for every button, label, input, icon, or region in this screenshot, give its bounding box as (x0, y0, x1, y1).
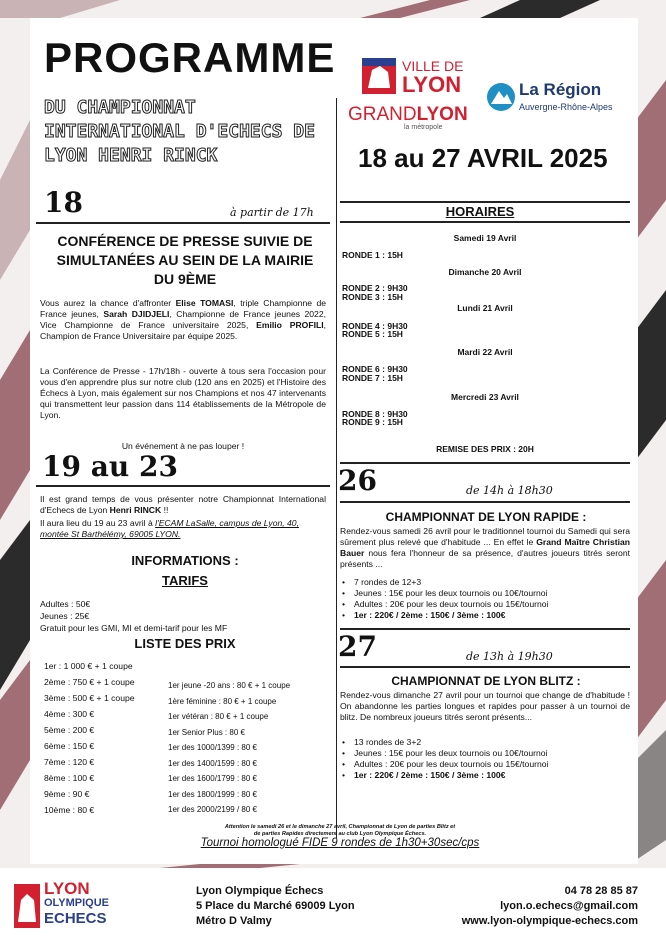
tarifs-list (40, 598, 326, 634)
page-title: PROGRAMME (44, 34, 336, 81)
day27-top-divider (340, 628, 630, 630)
ronde: RONDE 9 : 15H (342, 417, 403, 427)
prix-special-item: 1er Senior Plus : 80 € (168, 727, 245, 737)
prix-list-right (168, 678, 334, 818)
prix-special-item: 1er des 2000/2199 / 80 € (168, 805, 257, 814)
tarif-item: Jeunes : 25€ (40, 611, 90, 621)
horaires-divider (340, 221, 630, 223)
club-contact (430, 884, 638, 929)
day26-top-divider (340, 462, 630, 464)
ronde: RONDE 8 : 9H30 (342, 409, 408, 419)
ronde: RONDE 6 : 9H30 (342, 364, 408, 374)
horaires-day: Samedi 19 Avril (453, 233, 517, 243)
horaires-day: Dimanche 20 Avril (448, 267, 522, 277)
club-metro: Métro D Valmy (196, 915, 272, 927)
day18-heading: CONFÉRENCE DE PRESSE SUIVIE DE SIMULTANÉES AU SEIN DE LA MAIRIE DU 9ÈME (56, 233, 314, 287)
day27-text: Rendez-vous dimanche 27 avril pour un tournoi que change de d'habitude ! On abandonne les parties longues et rapides pour passer à un tournoi de blitz. De nombreux joueurs titrés seront présents... (340, 690, 630, 722)
ronde: RONDE 4 : 9H30 (342, 321, 408, 331)
grandlyon-logo (348, 104, 478, 146)
tarifs-heading: TARIFS (162, 573, 208, 588)
prix-special-item: 1er jeune -20 ans : 80 € + 1 coupe (168, 681, 291, 690)
prix-item: 7ème : 120 € (44, 757, 95, 767)
logo-gl-grand: GRAND (348, 104, 417, 125)
club-address: 5 Place du Marché 69009 Lyon (196, 900, 355, 912)
horaires-day: Mercredi 23 Avril (451, 392, 519, 402)
day26-number: 26 (338, 464, 377, 497)
club-email[interactable]: lyon.o.echecs@gmail.com (500, 900, 638, 912)
day19-divider (36, 485, 330, 487)
page-subtitle: DU CHAMPIONNAT INTERNATIONAL D'ECHECS DE LYON HENRI RINCK (44, 97, 315, 166)
day27-bullet: • 13 rondes de 3+2 (340, 737, 630, 748)
programme-page (30, 18, 638, 864)
day27-number: 27 (338, 630, 377, 663)
day26-time: de 14h à 18h30 (466, 484, 553, 497)
day27-bullet: • Jeunes : 15€ pour les deux tournois ou 10€/tournoi (340, 748, 630, 759)
day26-bullet: • 7 rondes de 12+3 (340, 577, 630, 588)
prix-special-item: 1ère féminine : 80 € + 1 coupe (168, 696, 277, 706)
prix-special-item: 1er des 1400/1599 : 80 € (168, 758, 257, 768)
region-mountain-icon (486, 82, 516, 112)
day18-conference: La Conférence de Presse - 17h/18h - ouverte à tous sera l'occasion pour vous d'en apprendre plus sur notre club (120 ans en 2025) et l'Histoire des Échecs à Lyon, mais également sur nos Champions et nos 47 intervenants qui transmettent leur passion dans 114 établissements de la Métropole de Lyon. (40, 366, 326, 420)
day27-heading: CHAMPIONNAT DE LYON BLITZ : (391, 674, 581, 688)
logo-ville-line2: LYON (402, 72, 462, 97)
logo-region-line2: Auvergne-Rhône-Alpes (519, 102, 613, 112)
prix-item: 5ème : 200 € (44, 725, 95, 735)
prix-special-item: 1er vétéran : 80 € + 1 coupe (168, 712, 269, 721)
day26-text: Rendez-vous samedi 26 avril pour le traditionnel tournoi du Samedi qui sera sûrement plus relevé que d'habitude ... En effet le Grand Maître Christian Bauer nous fera l'honneur de sa présence, d'autres joueurs titrés seront présents ... (340, 526, 631, 569)
day19-number: 19 au 23 (42, 450, 178, 483)
horaires-day: Mardi 22 Avril (457, 347, 513, 357)
prix-item: 10ème : 80 € (44, 805, 95, 815)
event-dates: 18 au 27 AVRIL 2025 (358, 143, 608, 173)
prix-item: 8ème : 100 € (44, 773, 95, 783)
day26-divider (340, 501, 630, 503)
day27-divider (340, 666, 630, 668)
day18-number: 18 (44, 186, 83, 219)
ville-de-lyon-logo (360, 56, 490, 100)
day26-heading: CHAMPIONNAT DE LYON RAPIDE : (385, 510, 587, 524)
club-logo-line3: ECHECS (44, 910, 107, 927)
prix-special-item: 1er des 1800/1999 : 80 € (168, 789, 257, 799)
club-name: Lyon Olympique Échecs (196, 885, 324, 897)
ronde: RONDE 1 : 15H (342, 250, 403, 260)
prix-item: 2ème : 750 € + 1 coupe (44, 677, 135, 687)
logo-gl-metropole: la métropole (404, 124, 443, 131)
prix-item: 6ème : 150 € (44, 741, 95, 751)
horaires-top-divider (340, 201, 630, 203)
logo-region-line1: La Région (519, 80, 602, 99)
ronde: RONDE 5 : 15H (342, 329, 403, 339)
day18-divider (36, 222, 330, 224)
prix-item: 3ème : 500 € + 1 coupe (44, 693, 135, 703)
day27-prizes: • 1er : 220€ / 2ème : 150€ / 3ème : 100€ (340, 770, 630, 781)
prix-list-left (44, 658, 184, 818)
remise-des-prix: REMISE DES PRIX : 20H (436, 444, 534, 454)
prix-heading: LISTE DES PRIX (134, 636, 236, 651)
day27-bullet: • Adultes : 20€ pour les deux tournois ou 15€/tournoi (340, 759, 630, 770)
prix-special-item: 1er des 1000/1399 : 80 € (168, 743, 257, 752)
logo-ville-line1: VILLE DE (402, 58, 464, 74)
day18-time: à partir de 17h (230, 206, 314, 219)
footer (0, 868, 666, 942)
region-logo (486, 76, 626, 128)
day18-intro: Vous aurez la chance d'affronter Elise TOMASI, triple Championne de France jeunes, Sarah DJIDJELI, Championne de France jeunes 2022, Vice Championne de France universitaire 2025, Emilio PROFILI, Champion de France Universitaire par équipe 2025. (40, 298, 327, 341)
club-logo-line1: LYON (44, 879, 90, 898)
club-lion-icon (14, 884, 40, 928)
notes-attention: Attention le samedi 26 et le dimanche 27 avril, Championnat de Lyon de parties Blitz et de parties Rapides directement au club Lyon Olympique Échecs. (224, 824, 456, 837)
day26-bullet: • Adultes : 20€ pour les deux tournois ou 15€/tournoi (340, 599, 630, 610)
horaires-heading: HORAIRES (445, 204, 515, 219)
day27-bullets (340, 737, 630, 781)
prix-item: 4ème : 300 € (44, 709, 95, 719)
day26-bullet: • Jeunes : 15€ pour les deux tournois ou 10€/tournoi (340, 588, 630, 599)
tarif-item: Gratuit pour les GMI, MI et demi-tarif pour les MF (40, 623, 228, 633)
day19-venue: Il aura lieu du 19 au 23 avril à l'ECAM LaSalle, campus de Lyon, 40, montée St Barthélémy, 69005 LYON. (40, 518, 299, 539)
day26-prizes: • 1er : 220€ / 2ème : 150€ / 3ème : 100€ (340, 610, 630, 621)
prix-special-item: 1er des 1600/1799 : 80 € (168, 774, 257, 783)
tarif-item: Adultes : 50€ (40, 599, 91, 609)
prix-item: 1er : 1 000 € + 1 coupe (44, 661, 133, 671)
prix-item: 9ème : 90 € (44, 789, 90, 799)
ronde: RONDE 3 : 15H (342, 292, 403, 302)
day26-bullets (340, 577, 630, 621)
logo-gl-lyon: LYON (416, 104, 468, 125)
day19-intro: Il est grand temps de vous présenter notre Championnat International d'Echecs de Lyon Henri RINCK !! (40, 494, 326, 515)
club-info (196, 884, 355, 929)
column-divider (336, 98, 337, 838)
ronde: RONDE 2 : 9H30 (342, 283, 408, 293)
club-logo (14, 880, 126, 932)
horaires-day: Lundi 21 Avril (457, 303, 513, 313)
ronde: RONDE 7 : 15H (342, 373, 403, 383)
day18-tagline: Un événement à ne pas louper ! (121, 441, 245, 451)
informations-heading: INFORMATIONS : (131, 553, 239, 568)
club-phone[interactable]: 04 78 28 85 87 (564, 885, 638, 897)
club-logo-line2: OLYMPIQUE (44, 897, 109, 909)
club-website[interactable]: www.lyon-olympique-echecs.com (461, 915, 638, 927)
fide-note: Tournoi homologué FIDE 9 rondes de 1h30+30sec/cps (200, 837, 480, 849)
day27-time: de 13h à 19h30 (466, 650, 553, 663)
